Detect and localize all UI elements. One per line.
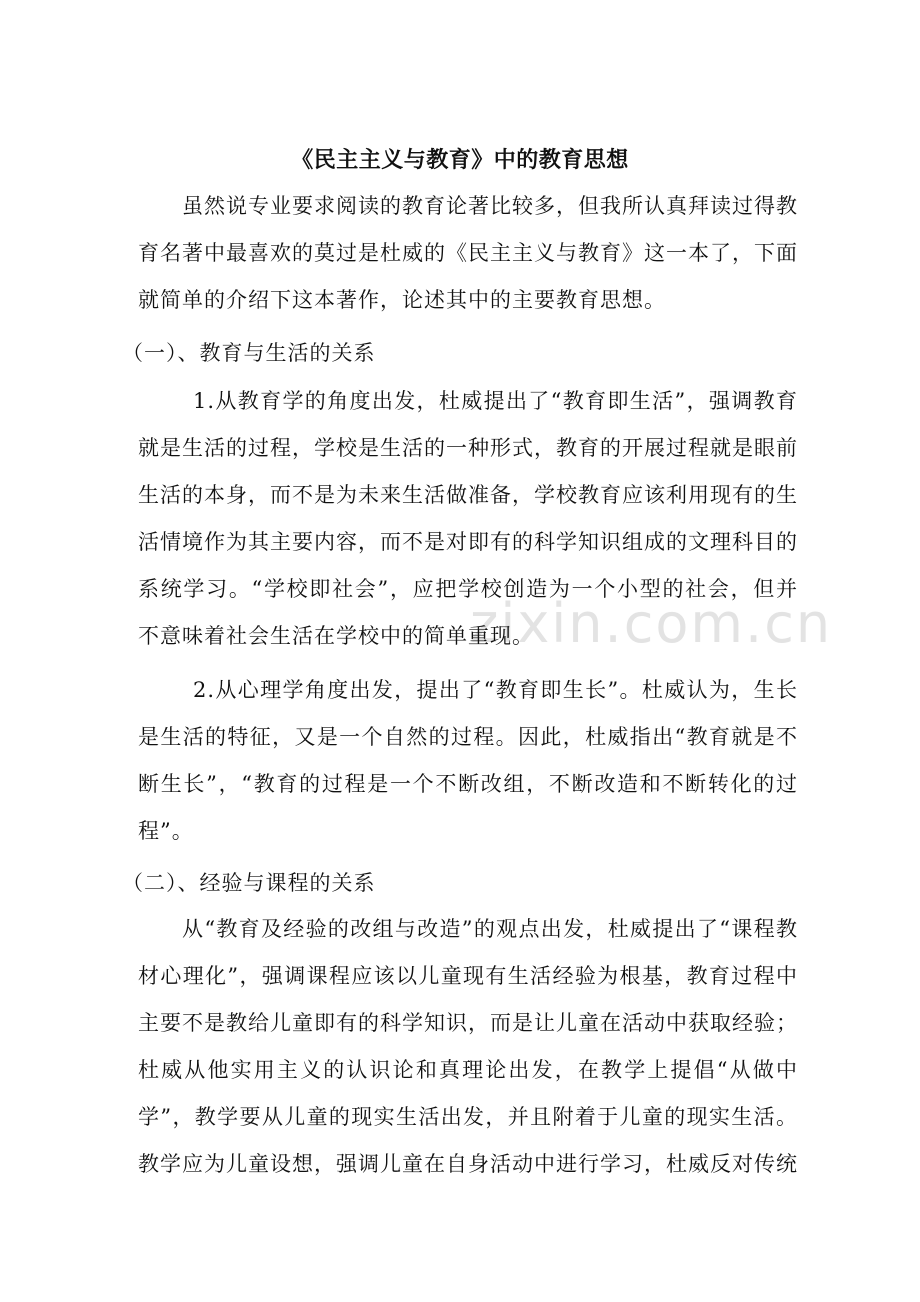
section-2-heading: （二）、经验与课程的关系 bbox=[122, 871, 376, 895]
section-2-paragraph-1: 从“教育及经验的改组与改造”的观点出发，杜威提出了“课程教材心理化”，强调课程应该以儿童现有生活经验为根基，教育过程中主要不是教给儿童即有的科学知识，而是让儿童在活动中获取经验；杜威从他实用主义的认识论和真理论出发，在教学上提倡“从做中学”，教学要从儿童的现实生活出发，并且附着于儿童的现实生活。教学应为儿童设想，强调儿童在自身活动中进行学习，杜威反对传统 bbox=[138, 917, 798, 1176]
section-1-paragraph-2: 2.从心理学角度出发，提出了“教育即生长”。杜威认为，生长是生活的特征，又是一个自然的过程。因此，杜威指出“教育就是不断生长”，“教育的过程是一个不断改组，不断改造和不断转化的过程”。 bbox=[138, 678, 798, 843]
watermark: zixin.com.cn bbox=[470, 592, 833, 655]
intro-paragraph: 虽然说专业要求阅读的教育论著比较多，但我所认真拜读过得教育名著中最喜欢的莫过是杜威的《民主主义与教育》这一本了，下面就简单的介绍下这本著作，论述其中的主要教育思想。 bbox=[138, 194, 798, 312]
section-1-heading: （一）、教育与生活的关系 bbox=[122, 341, 376, 365]
document-title: 《民主主义与教育》中的教育思想 bbox=[291, 147, 629, 173]
section-1-paragraph-1: 1.从教育学的角度出发，杜威提出了“教育即生活”，强调教育就是生活的过程，学校是生活的一种形式，教育的开展过程就是眼前生活的本身，而不是为未来生活做准备，学校教育应该利用现有的生活情境作为其主要内容，而不是对即有的科学知识组成的文理科目的系统学习。“学校即社会”，应把学校创造为一个小型的社会，但并不意味着社会生活在学校中的简单重现。 bbox=[138, 389, 798, 648]
